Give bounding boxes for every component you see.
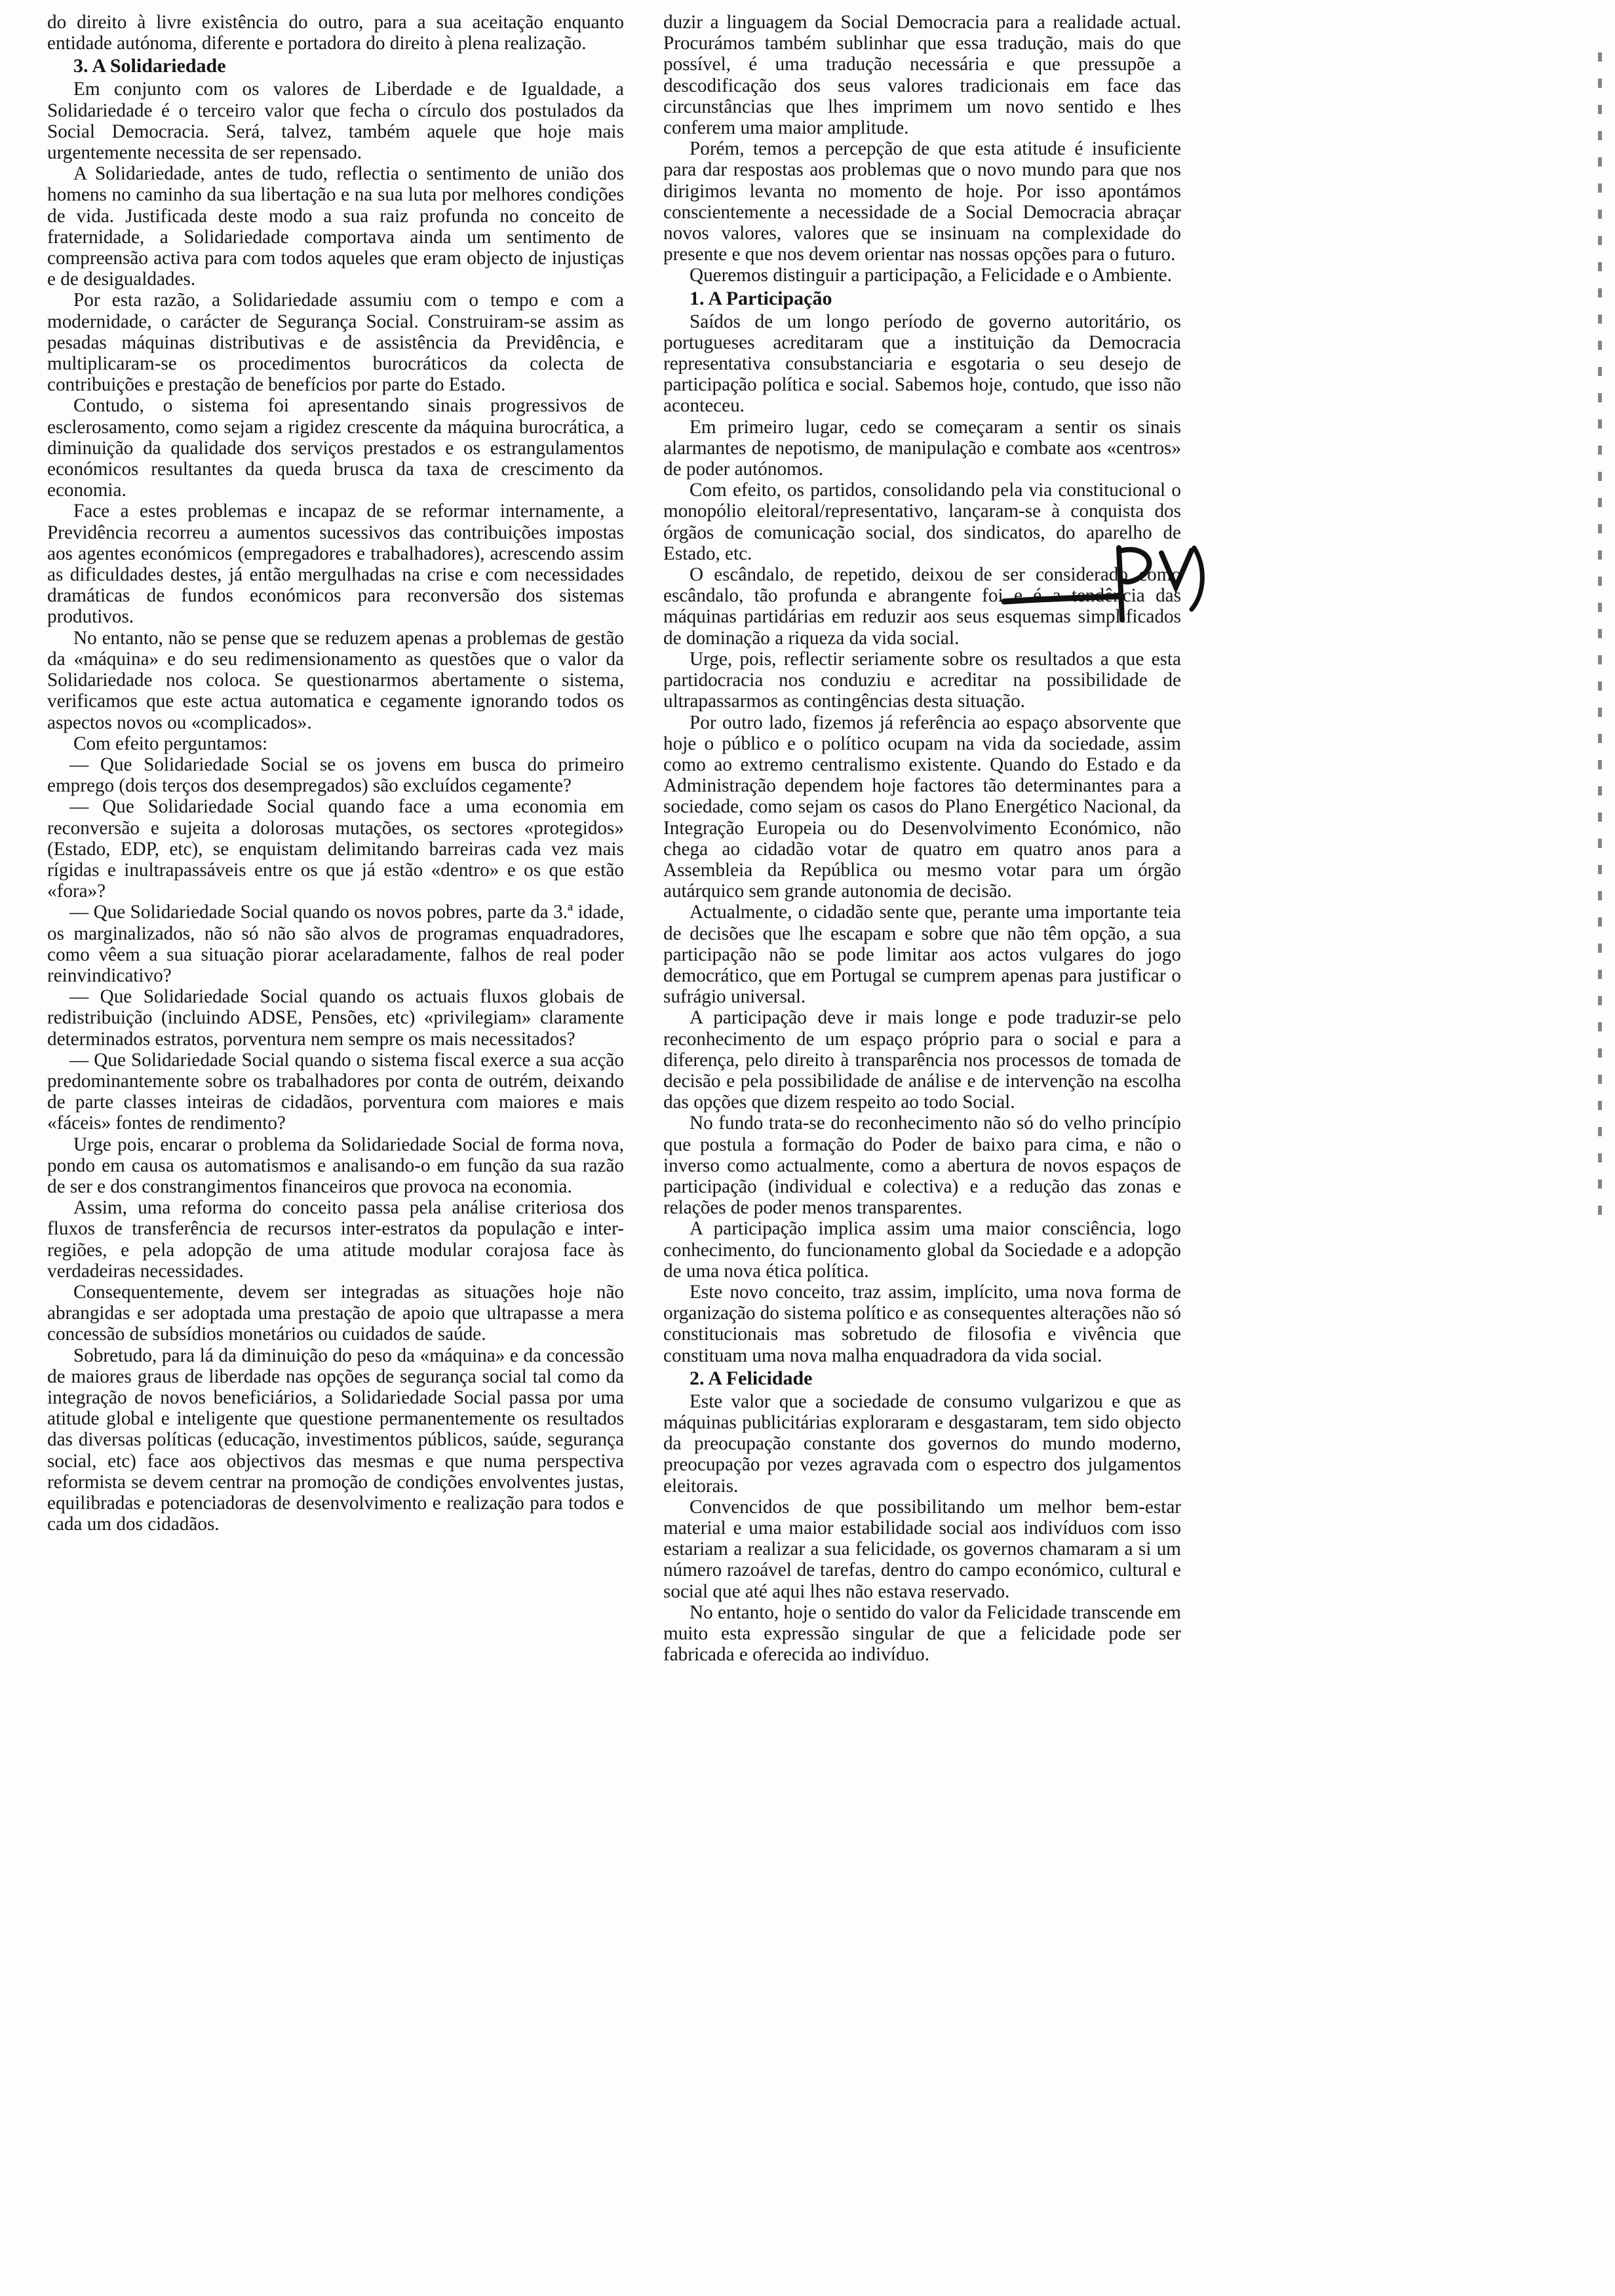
paragraph: Este novo conceito, traz assim, implícito, uma nova forma de organização do sistema político e as consequentes alterações não só constitucionais mas sobretudo de filosofia e vivência que constituam uma nova malha enquadradora da vida social. bbox=[663, 1281, 1181, 1366]
paragraph: Por outro lado, fizemos já referência ao espaço absorvente que hoje o público e o político ocupam na vida da sociedade, assim como ao extremo centralismo existente. Quando do Estado e da Administração dependem hoje factores tão determinantes para a sociedade, como sejam os casos do Plano Energético Nacional, da Integração Europeia ou do Desenvolvimento Económico, não chega ao cidadão votar de quatro em quatro anos para a Assembleia da República ou mesmo votar para um órgão autárquico sem grande autonomia de decisão. bbox=[663, 712, 1181, 902]
section-heading: 3. A Solidariedade bbox=[73, 55, 226, 77]
paragraph: O escândalo, de repetido, deixou de ser considerado como escândalo, tão profunda e abrangente foi e é a tendência das máquinas partidárias em reduzir aos seus esquemas simplificados de dominação a riqueza da vida social. bbox=[663, 564, 1181, 649]
paragraph: Consequentemente, devem ser integradas as situações hoje não abrangidas e ser adoptada uma prestação de apoio que ultrapasse a mera concessão de subsídios monetários ou cuidados de saúde. bbox=[47, 1281, 624, 1345]
paragraph: Urge pois, encarar o problema da Solidariedade Social de forma nova, pondo em causa os automatismos e analisando-o em função da sua razão de ser e dos constrangimentos financeiros que provoca na economia. bbox=[47, 1134, 624, 1197]
paragraph: Por esta razão, a Solidariedade assumiu com o tempo e com a modernidade, o carácter de Segurança Social. Construiram-se assim as pesadas máquinas distributivas e de assistência da Previdência, e multiplicaram-se os procedimentos burocráticos da colecta de contribuições e prestação de benefícios por parte do Estado. bbox=[47, 290, 624, 396]
paragraph: Actualmente, o cidadão sente que, perante uma importante teia de decisões que lhe escapam e sobre que não têm opção, a sua participação não se pode limitar aos actos vulgares do jogo democrático, que em Portugal se cumprem apenas para justificar o sufrágio universal. bbox=[663, 902, 1181, 1008]
paragraph: Queremos distinguir a participação, a Felicidade e o Ambiente. bbox=[690, 265, 1172, 286]
section-heading: 2. A Felicidade bbox=[690, 1367, 813, 1389]
paragraph: Urge, pois, reflectir seriamente sobre os resultados a que esta partidocracia nos conduziu e acreditar na possibilidade de ultrapassarmos as contingências desta situação. bbox=[663, 648, 1181, 712]
question-paragraph: — Que Solidariedade Social quando o sistema fiscal exerce a sua acção predominantemente sobre os trabalhadores por conta de outrém, deixando de parte classes inteiras de cidadãos, porventura com maiores e mais «fáceis» fontes de rendimento? bbox=[47, 1049, 624, 1134]
paragraph: Convencidos de que possibilitando um melhor bem-estar material e uma maior estabilidade social aos indivíduos com isso estariam a realizar a sua felicidade, os governos chamaram a si um número razoável de tarefas, dentro do campo económico, cultural e social que até aqui lhes não estava reservado. bbox=[663, 1496, 1181, 1602]
paragraph: Em conjunto com os valores de Liberdade e de Igualdade, a Solidariedade é o terceiro valor que fecha o círculo dos postulados da Social Democracia. Será, talvez, também aquele que hoje mais urgentemente necessita de ser repensado. bbox=[47, 79, 624, 164]
question-paragraph: — Que Solidariedade Social se os jovens em busca do primeiro emprego (dois terços dos desempregados) são excluídos cegamente? bbox=[47, 754, 624, 797]
paragraph: Face a estes problemas e incapaz de se reformar internamente, a Previdência recorreu a aumentos sucessivos das contribuições impostas aos agentes económicos (empregadores e trabalhadores), acrescendo assim as dificuldades destes, já então mergulhadas na crise e com necessidades dramáticas de fundos económicos para reconversão dos sistemas produtivos. bbox=[47, 501, 624, 628]
paragraph: Em primeiro lugar, cedo se começaram a sentir os sinais alarmantes de nepotismo, de manipulação e combate aos «centros» de poder autónomos. bbox=[663, 416, 1181, 480]
paragraph: No entanto, não se pense que se reduzem apenas a problemas de gestão da «máquina» e do seu redimensionamento as questões que o valor da Solidariedade nos coloca. Se questionarmos abertamente o sistema, verificamos que este actua automatica e cegamente ignorando todos os aspectos novos ou «complicados». bbox=[47, 627, 624, 733]
question-paragraph: — Que Solidariedade Social quando face a uma economia em reconversão e sujeita a dolorosas mutações, os sectores «protegidos» (Estado, EDP, etc), se enquistam delimitando barreiras cada vez mais rígidas e inultrapassáveis entre os que já estão «dentro» e os que estão «fora»? bbox=[47, 796, 624, 902]
scan-edge-noise bbox=[1598, 52, 1602, 1232]
paragraph: Com efeito perguntamos: bbox=[73, 733, 268, 754]
paragraph: A Solidariedade, antes de tudo, reflectia o sentimento de união dos homens no caminho da sua libertação e na sua luta por melhores condições de vida. Justificada deste modo a sua raiz profunda no conceito de fraternidade, a Solidariedade comportava ainda um sentimento de compreensão activa para com todos aqueles que eram objecto de injustiças e de desigualdades. bbox=[47, 163, 624, 290]
right-column bbox=[663, 12, 1181, 1665]
paragraph: No entanto, hoje o sentido do valor da Felicidade transcende em muito esta expressão singular de que a felicidade pode ser fabricada e oferecida ao indivíduo. bbox=[663, 1601, 1181, 1666]
paragraph: Este valor que a sociedade de consumo vulgarizou e que as máquinas publicitárias exploraram e desgastaram, tem sido objecto da preocupação constante dos governos do mundo moderno, preocupação por vezes agravada com o espectro dos julgamentos eleitorais. bbox=[663, 1390, 1181, 1497]
paragraph: Sobretudo, para lá da diminuição do peso da «máquina» e da concessão de maiores graus de liberdade nas opções de segurança social tal como da integração de novos beneficiários, a Solidariedade Social passa por uma atitude global e inteligente que questione permanentemente os resultados das diversas políticas (educação, investimentos públicos, saúde, segurança social, etc) face aos objectivos das mesmas e que numa perspectiva reformista se devem centrar na promoção de condições envolventes justas, equilibradas e potenciadoras de desenvolvimento e realização para todos e cada um dos cidadãos. bbox=[47, 1345, 624, 1535]
paragraph: duzir a linguagem da Social Democracia para a realidade actual. Procurámos também sublinhar que essa tradução, mais do que possível, é uma tradução necessária e que pressupõe a descodificação dos seus valores tradicionais em face das circunstâncias que lhes imprimem um novo sentido e lhes conferem uma maior amplitude. bbox=[663, 12, 1181, 139]
paragraph: Porém, temos a percepção de que esta atitude é insuficiente para dar respostas aos problemas que o novo mundo para que nos dirigimos levanta no momento de hoje. Por isso apontámos conscientemente a necessidade de a Social Democracia abraçar novos valores, valores que se insinuam na complexidade do presente e que nos devem orientar nas nossas opções para o futuro. bbox=[663, 138, 1181, 265]
paragraph: Contudo, o sistema foi apresentando sinais progressivos de esclerosamento, como sejam a rigidez crescente da máquina burocrática, a diminuição da qualidade dos serviços prestados e os estrangulamentos económicos resultantes da queda brusca da taxa de crescimento da economia. bbox=[47, 395, 624, 501]
paragraph: Com efeito, os partidos, consolidando pela via constitucional o monopólio eleitoral/representativo, lançaram-se à conquista dos órgãos de comunicação social, dos sindicatos, do aparelho de Estado, etc. bbox=[663, 480, 1181, 564]
section-heading: 1. A Participação bbox=[690, 287, 832, 309]
paragraph: do direito à livre existência do outro, para a sua aceitação enquanto entidade autónoma, diferente e portadora do direito à plena realização. bbox=[47, 12, 624, 54]
paragraph: Assim, uma reforma do conceito passa pela análise criteriosa dos fluxos de transferência de recursos inter-estratos da população e inter-regiões, e pela adopção de uma atitude modular corajosa face às verdadeiras necessidades. bbox=[47, 1197, 624, 1282]
question-paragraph: — Que Solidariedade Social quando os novos pobres, parte da 3.ª idade, os marginalizados, não só não são alvos de programas enquadradores, como vêem a sua situação piorar acelaradamente, falhos de real poder reinvindicativo? bbox=[47, 902, 624, 986]
paragraph: A participação deve ir mais longe e pode traduzir-se pelo reconhecimento de um espaço próprio para o social e para a diferença, pelo direito à transparência nos processos de tomada de decisão e pela possibilidade de análise e de intervenção na escolha das opções que dizem respeito ao todo Social. bbox=[663, 1007, 1181, 1113]
paragraph: No fundo trata-se do reconhecimento não só do velho princípio que postula a formação do Poder de baixo para cima, e não o inverso como actualmente, como a abertura de novos espaços de participação (individual e colectiva) e a redução das zonas e relações de poder menos transparentes. bbox=[663, 1113, 1181, 1219]
question-paragraph: — Que Solidariedade Social quando os actuais fluxos globais de redistribuição (incluindo ADSE, Pensões, etc) «privilegiam» claramente determinados estratos, porventura nem sempre os mais necessitados? bbox=[47, 986, 624, 1050]
left-column bbox=[47, 12, 624, 1535]
paragraph: Saídos de um longo período de governo autoritário, os portugueses acreditaram que a instituição da Democracia representativa consubstanciaria e esgotaria o seu desejo de participação política e social. Sabemos hoje, contudo, que isso não aconteceu. bbox=[663, 311, 1181, 417]
paragraph: A participação implica assim uma maior consciência, logo conhecimento, do funcionamento global da Sociedade e a adopção de uma nova ética política. bbox=[663, 1218, 1181, 1282]
